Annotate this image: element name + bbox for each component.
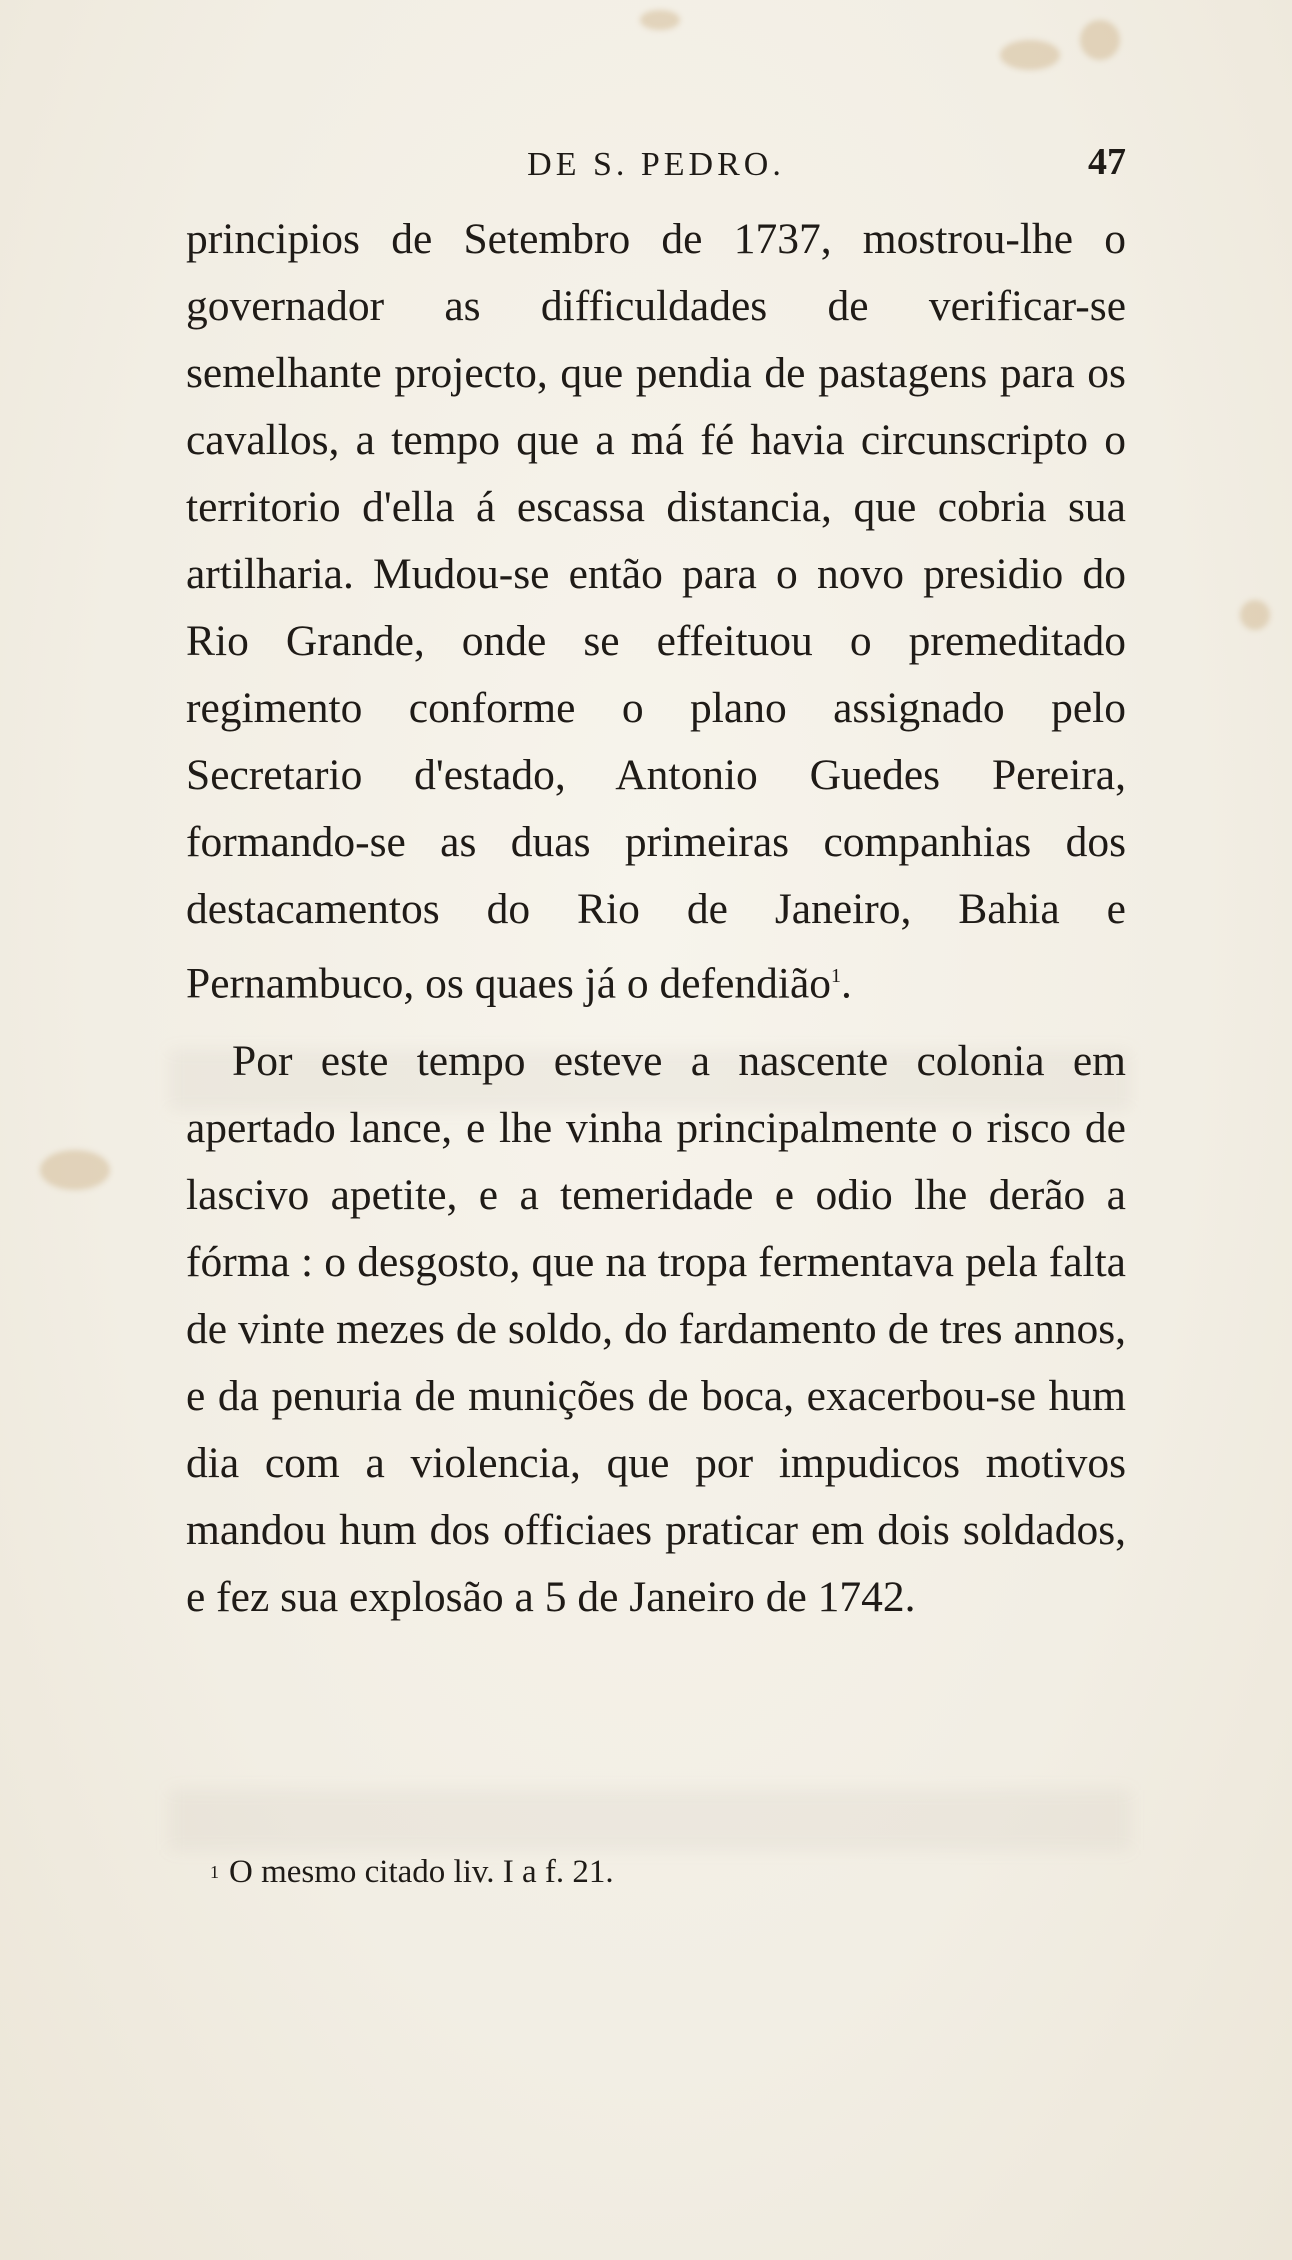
paragraph-1 <box>186 206 1126 1018</box>
footnote-text: O mesmo citado liv. I a f. 21. <box>229 1854 614 1890</box>
footnote <box>210 1852 1110 1892</box>
foxing-stain <box>1080 20 1120 60</box>
paragraph-1-end: . <box>841 959 852 1008</box>
foxing-stain <box>640 10 680 30</box>
foxing-stain <box>1240 600 1270 630</box>
paragraph-1-text: principios de Setembro de 1737, mostrou-lhe o governador as difficuldades de verificar-se semelhante projecto, que pendia de pastagens para os cavallos, a tempo que a má fé havia circunscripto o territorio d'ella á escassa distancia, que cobria sua artilharia. Mudou-se então para o novo presidio do Rio Grande, onde se effeituou o premeditado regimento conforme o plano assignado pelo Secretario d'estado, Antonio Guedes Pereira, formando-se as duas primeiras companhias dos destacamentos do Rio de Janeiro, Bahia e Pernambuco, os quaes já o defendião <box>186 215 1126 1008</box>
footnote-mark: 1 <box>210 1862 219 1882</box>
page-number: 47 <box>1088 141 1126 183</box>
main-text <box>186 206 1126 1631</box>
foxing-stain <box>1000 40 1060 70</box>
page-header <box>186 140 1126 190</box>
paragraph-2: Por este tempo esteve a nascente colonia em apertado lance, e lhe vinha principalmente o risco de lascivo apetite, e a temeridade e odio lhe derão a fórma : o desgosto, que na tropa fermentava pela falta de vinte mezes de soldo, do fardamento de tres annos, e da penuria de munições de boca, exacerbou-se hum dia com a violencia, que por impudicos motivos mandou hum dos officiaes praticar em dois soldados, e fez sua explosão a 5 de Janeiro de 1742. <box>186 1036 1126 1621</box>
footnote-reference: 1 <box>831 965 842 987</box>
show-through <box>170 1790 1130 1850</box>
running-head: DE S. PEDRO. <box>527 146 785 183</box>
foxing-stain <box>40 1150 110 1190</box>
